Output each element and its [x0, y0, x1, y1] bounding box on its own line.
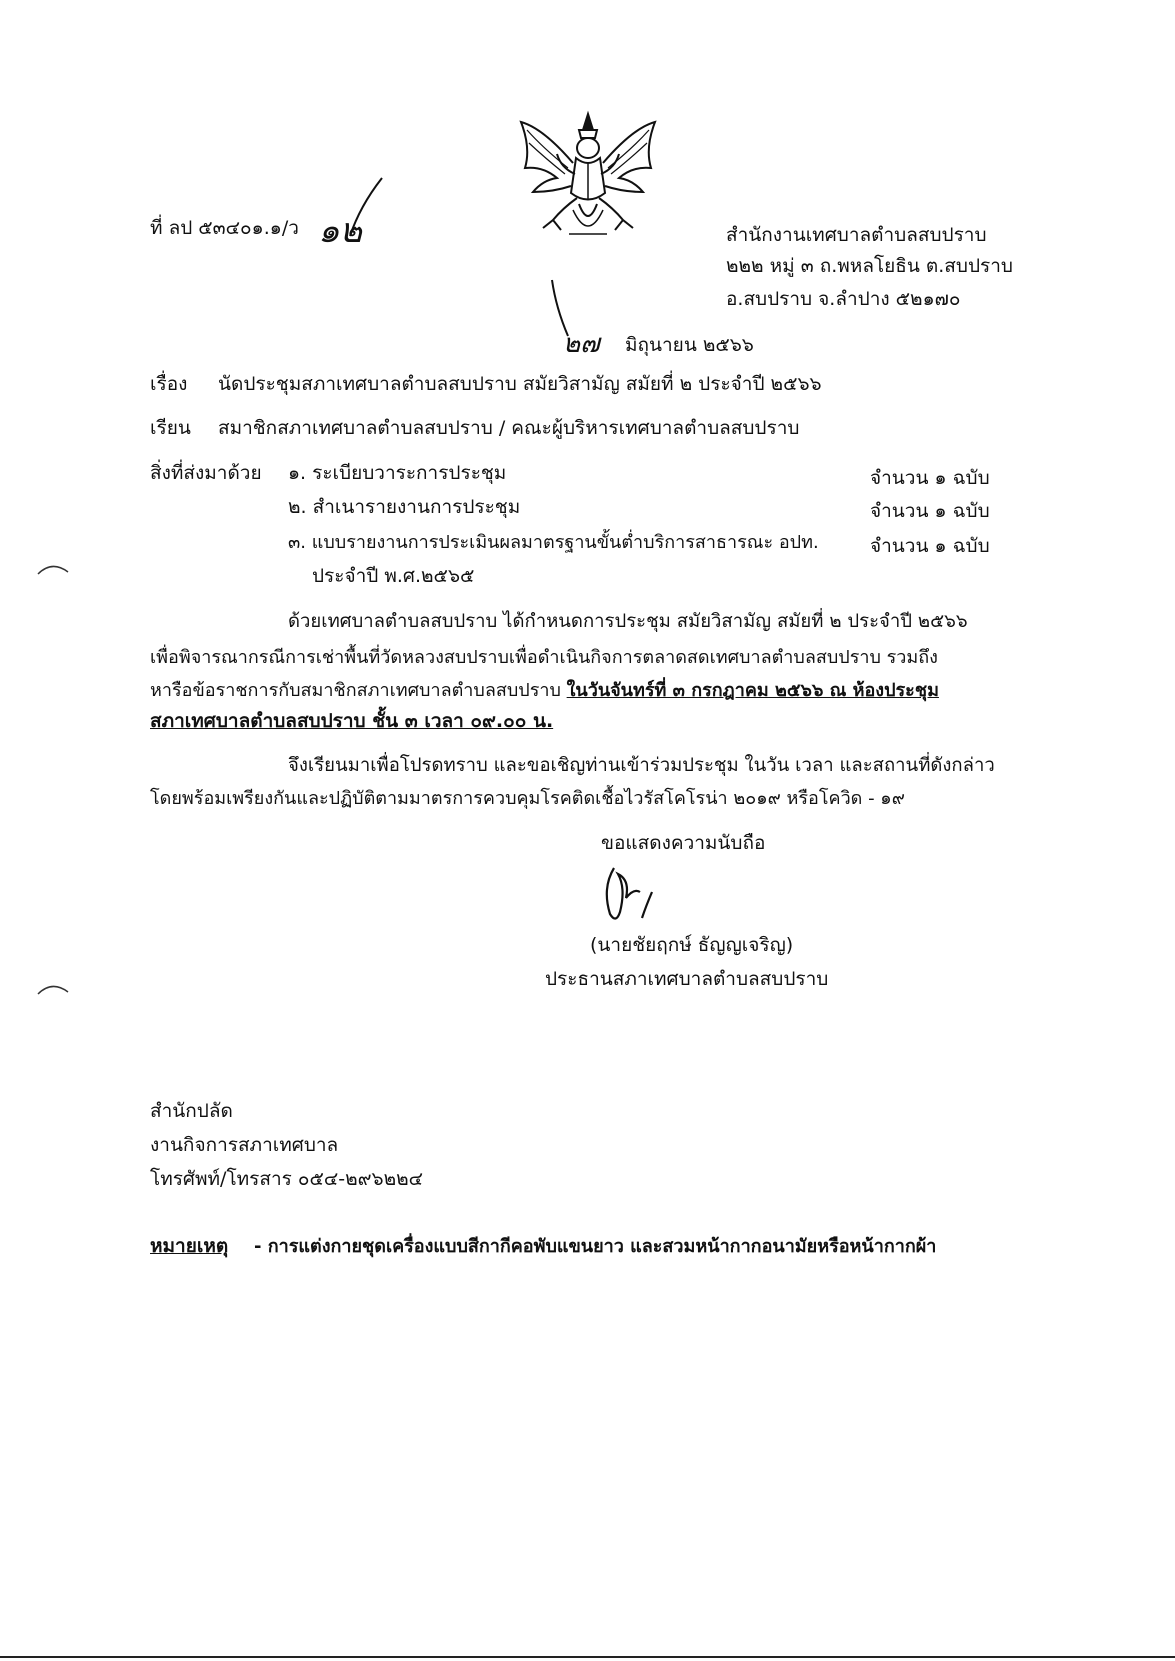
to-text: สมาชิกสภาเทศบาลตำบลสบปราบ / คณะผู้บริหารเทศบาลตำบลสบปราบ	[218, 417, 800, 439]
body-paragraph-2-line-2: โดยพร้อมเพรียงกันและปฏิบัติตามมาตรการควบคุมโรคติดเชื้อไวรัสโคโรน่า ๒๐๑๙ หรือโควิด - ๑๙	[150, 788, 905, 809]
handwriting-flourish-icon	[330, 176, 390, 246]
body-text: หารือข้อราชการกับสมาชิกสภาเทศบาลตำบลสบปราบ	[150, 680, 567, 701]
attachment-qty: จำนวน ๑ ฉบับ	[870, 467, 990, 489]
scan-edge-line	[0, 1656, 1175, 1658]
date-month-year: มิถุนายน ๒๕๖๖	[625, 334, 754, 356]
attachment-item: ๒. สำเนารายงานการประชุม	[288, 496, 521, 518]
attachment-item: ๓. แบบรายงานการประเมินผลมาตรฐานขั้นต่ำบริการสาธารณะ อปท.	[288, 532, 819, 553]
office-name: สำนักงานเทศบาลตำบลสบปราบ	[726, 224, 987, 246]
closing-regards: ขอแสดงความนับถือ	[601, 832, 766, 854]
body-paragraph-1-line-2: เพื่อพิจารณากรณีการเช่าพื้นที่วัดหลวงสบปราบเพื่อดำเนินกิจการตลาดสดเทศบาลตำบลสบปราบ รวมถึง	[150, 647, 938, 668]
footer-phone: โทรศัพท์/โทรสาร ๐๕๔-๒๙๖๒๒๔	[150, 1168, 424, 1190]
attachments-label: สิ่งที่ส่งมาด้วย	[150, 462, 262, 484]
punch-hole-mark-icon	[36, 980, 72, 1000]
note-text: - การแต่งกายชุดเครื่องแบบสีกากีคอพับแขนยาว และสวมหน้ากากอนามัยหรือหน้ากากผ้า	[254, 1236, 937, 1257]
office-province: อ.สบปราบ จ.ลำปาง ๕๒๑๗๐	[726, 288, 961, 310]
reference-prefix: ที่ ลป ๕๓๔๐๑.๑/ว	[150, 217, 299, 239]
body-paragraph-2-line-1: จึงเรียนมาเพื่อโปรดทราบ และขอเชิญท่านเข้าร่วมประชุม ในวัน เวลา และสถานที่ดังกล่าว	[288, 755, 995, 776]
attachment-item: ๑. ระเบียบวาระการประชุม	[288, 462, 507, 484]
office-address: ๒๒๒ หมู่ ๓ ถ.พหลโยธิน ต.สบปราบ	[726, 255, 1013, 277]
note-label: หมายเหตุ	[150, 1235, 229, 1257]
reference-handwritten-number: ๑๒	[318, 211, 362, 251]
attachment-item-continuation: ประจำปี พ.ศ.๒๕๖๕	[312, 565, 475, 587]
punch-hole-mark-icon	[36, 560, 72, 580]
body-paragraph-1-line-3	[150, 675, 939, 704]
meeting-venue-emphasis: สภาเทศบาลตำบลสบปราบ ชั้น ๓ เวลา ๐๙.๐๐ น.	[150, 710, 554, 732]
body-paragraph-1-line-1: ด้วยเทศบาลตำบลสบปราบ ได้กำหนดการประชุม สมัยวิสามัญ สมัยที่ ๒ ประจำปี ๒๕๖๖	[288, 611, 968, 632]
signatory-name: (นายชัยฤกษ์ ธัญญเจริญ)	[590, 934, 794, 956]
attachment-qty: จำนวน ๑ ฉบับ	[870, 535, 990, 557]
garuda-emblem	[513, 108, 663, 246]
date-day-handwritten: ๒๗	[563, 329, 600, 359]
meeting-date-emphasis: ในวันจันทร์ที่ ๓ กรกฎาคม ๒๕๖๖ ณ ห้องประชุม	[566, 680, 939, 701]
footer-department: สำนักปลัด	[150, 1100, 233, 1122]
to-label: เรียน	[150, 417, 191, 439]
subject-label: เรื่อง	[150, 373, 188, 395]
subject-text: นัดประชุมสภาเทศบาลตำบลสบปราบ สมัยวิสามัญ สมัยที่ ๒ ประจำปี ๒๕๖๖	[218, 373, 822, 395]
reference-number	[150, 213, 299, 243]
signature	[596, 858, 676, 928]
attachment-qty: จำนวน ๑ ฉบับ	[870, 500, 990, 522]
signatory-position: ประธานสภาเทศบาลตำบลสบปราบ	[545, 968, 829, 990]
footer-unit: งานกิจการสภาเทศบาล	[150, 1134, 339, 1156]
